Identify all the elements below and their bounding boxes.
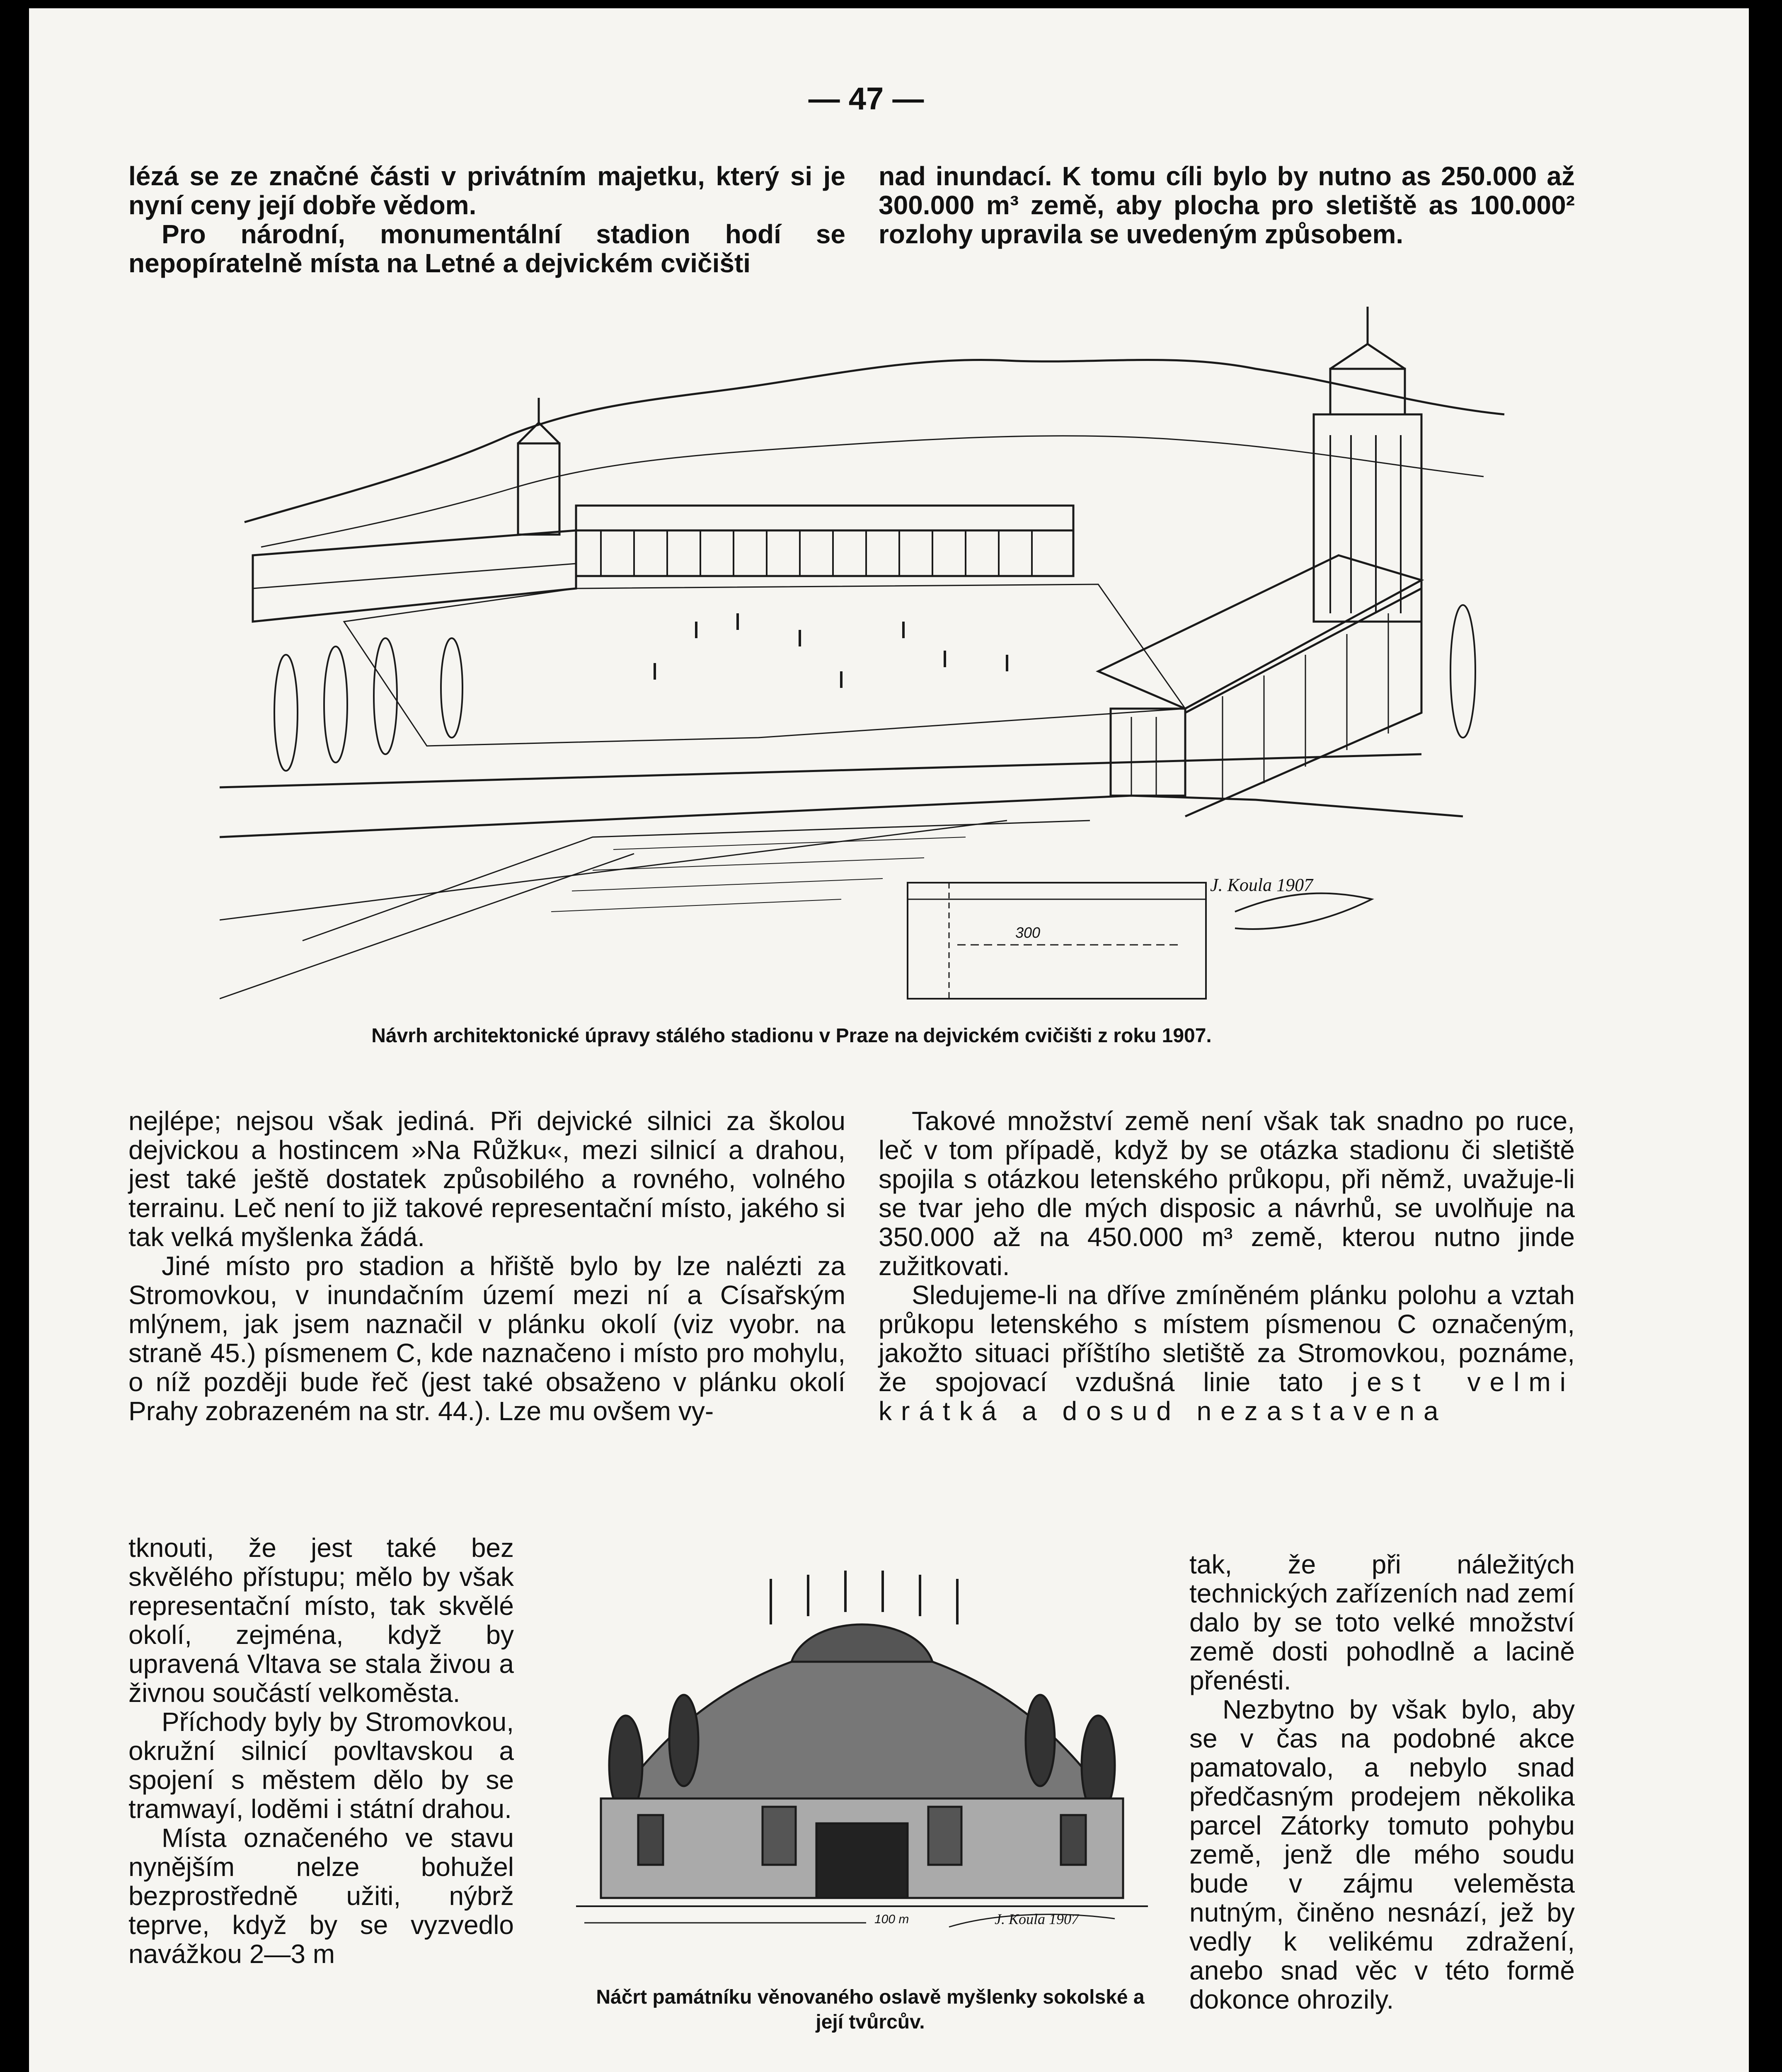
bottom-left-column xyxy=(128,1106,845,1426)
bottom-left-narrow-column xyxy=(128,1533,514,1968)
paragraph: nad inundací. K tomu cíli bylo by nutno as 250.000 až 300.000 m³ země, aby plocha pro sletiště as 100.000² rozlohy upravila se uvedeným způsobem. xyxy=(879,161,1575,249)
scale-label: 100 m xyxy=(874,1912,909,1926)
paragraph: Nezbytno by však bylo, aby se v čas na podobné akce pamatovalo, a nebylo snad předčasným prodejem několika parcel Zátorky tomuto pohybu země, jenž dle mého soudu bude v zájmu veleměsta nutným, činěno nesnází, jež by vedly k velikému zdražení, anebo snad věc v této formě dokonce ohrozily. xyxy=(1189,1694,1575,2014)
signature: J. Koula 1907 xyxy=(1210,875,1313,895)
plan-label: 300 xyxy=(1015,924,1041,941)
paragraph: tknouti, že jest také bez skvělého přístupu; mělo by však representační místo, tak skvělé okolí, zejména, když by upravená Vltava se stala živou a živnou součástí velkoměsta. xyxy=(128,1533,514,1708)
paragraph: tak, že při náležitých technických zařízeních nad zemí dalo by se toto velké množství země dosti pohodlně a lacině přenésti. xyxy=(1189,1549,1575,1695)
paragraph: Takové množství země není však tak snadno po ruce, leč v tom případě, když by se otázka stadionu či sletiště spojila s otázkou letenského průkopu, při němž, uvažuje-li se tvar jeho dle mých disposic a návrhů, se uvolňuje na 350.000 až na 450.000 m³ země, kterou nutno jinde zužitkovati. xyxy=(879,1106,1575,1281)
figure-caption: Náčrt památníku věnovaného oslavě myšlenky sokolské a její tvůrcův. xyxy=(596,1986,1145,2033)
paragraph: Příchody byly by Stromovkou, okružní silnicí povltavskou a spojení s městem dělo by se tramwayí, loděmi i státní drahou. xyxy=(128,1707,514,1824)
paragraph xyxy=(879,1280,1575,1426)
paragraph: nejlépe; nejsou však jediná. Při dejvické silnici za školou dejvickou a hostincem »Na Růžku«, mezi silnicí a drahou, jest také ještě dostatek způsobilého a rovného, volného terrainu. Leč není to již takové representační místo, jakého si tak velká myšlenka žádá. xyxy=(128,1106,845,1252)
bottom-right-column xyxy=(879,1106,1575,1426)
top-right-column xyxy=(879,162,1575,249)
paragraph: Jiné místo pro stadion a hřiště bylo by lze nalézti za Stromovkou, v inundačním území mezi ní a Císařským mlýnem, jak jsem naznačil v plánku okolí (viz vyobr. na straně 45.) písmenem C, kde naznačeno i místo pro mohylu, o níž později bude řeč (jest také obsaženo v plánku okolí Prahy zobrazeném na str. 44.). Lze mu ovšem vy- xyxy=(128,1251,845,1426)
paragraph-text: Sledujeme-li na dříve zmíněném plánku polohu a vztah průkopu letenského s místem písmenou C označeným, jakožto situaci příštího sletiště za Stromovkou, poznáme, že spojovací vzdušná linie tato xyxy=(879,1280,1575,1397)
top-left-column xyxy=(128,162,845,278)
bottom-right-narrow-column xyxy=(1189,1550,1575,2014)
stadium-illustration xyxy=(220,298,1513,1011)
page-number: — 47 — xyxy=(808,81,924,116)
paragraph: Místa označeného ve stavu nynějším nelze bohužel bezprostředně užiti, nýbrž teprve, když by se vyzvedlo navážkou 2—3 m xyxy=(128,1823,514,1969)
monument-illustration xyxy=(576,1566,1148,1956)
paragraph: lézá se ze značné části v privátním majetku, který si je nyní ceny její dobře vědom. xyxy=(128,161,845,220)
page xyxy=(29,8,1749,2072)
paragraph: Pro národní, monumentální stadion hodí se nepopíratelně místa na Letné a dejvickém cvičišti xyxy=(128,219,845,278)
figure-caption: Návrh architektonické úpravy stálého stadionu v Praze na dejvickém cvičišti z roku 1907. xyxy=(371,1025,1212,1047)
signature: J. Koula 1907 xyxy=(995,1911,1079,1927)
spaced-emphasis: jest velmi krátká a dosud nezastavena xyxy=(879,1367,1575,1426)
